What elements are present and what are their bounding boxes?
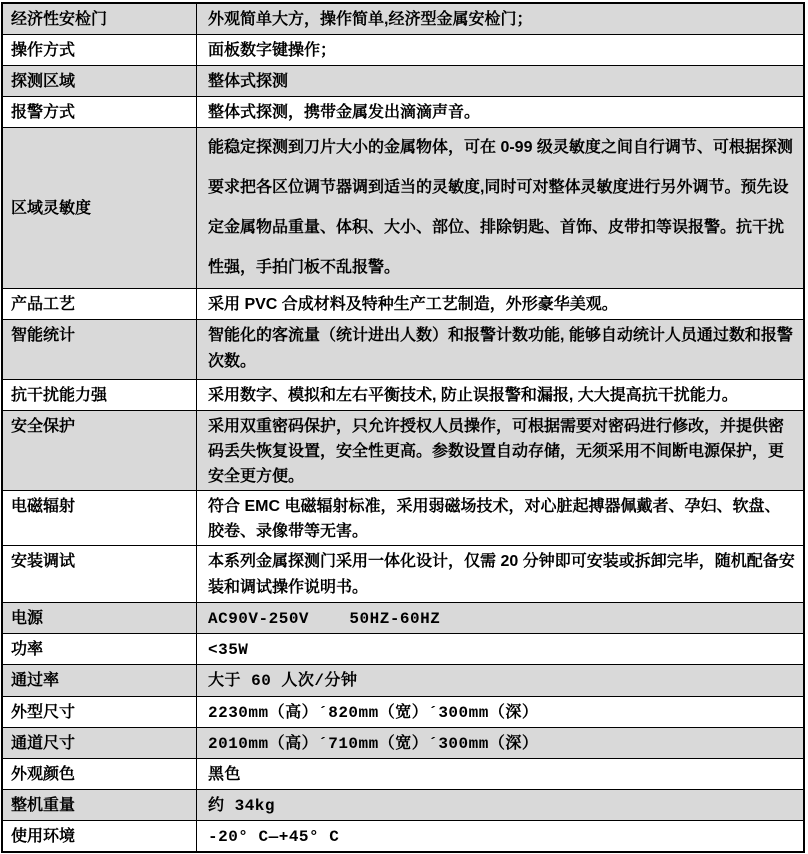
row-color xyxy=(2,759,804,790)
product-spec-table xyxy=(1,2,805,853)
row-smart-counting xyxy=(2,320,804,380)
spec-label: 功率 xyxy=(2,634,197,665)
spec-value: 采用 PVC 合成材料及特种生产工艺制造，外形豪华美观。 xyxy=(197,289,805,320)
row-external-dimensions xyxy=(2,697,804,728)
spec-label: 通道尺寸 xyxy=(2,728,197,759)
spec-value: 2010mm（高）´710mm（宽）´300mm（深） xyxy=(197,728,805,759)
row-product-craft xyxy=(2,289,804,320)
row-operation-mode xyxy=(2,35,804,66)
spec-value: 整体式探测 xyxy=(197,66,805,97)
row-pass-rate xyxy=(2,665,804,697)
spec-value: 符合 EMC 电磁辐射标准，采用弱磁场技术，对心脏起搏器佩戴者、孕妇、软盘、胶卷、录像带等无害。 xyxy=(197,491,805,546)
spec-label: 产品工艺 xyxy=(2,289,197,320)
spec-value: 能稳定探测到刀片大小的金属物体，可在 0-99 级灵敏度之间自行调节、可根据探测要求把各区位调节器调到适当的灵敏度,同时可对整体灵敏度进行另外调节。预先设定金属物品重量、体积、大小、部位、排除钥匙、首饰、皮带扣等误报警。抗干扰性强，手拍门板不乱报警。 xyxy=(197,128,805,289)
spec-value: <35W xyxy=(197,634,805,665)
spec-label: 使用环境 xyxy=(2,821,197,853)
spec-value: -20° C—+45° C xyxy=(197,821,805,853)
spec-value: 2230mm（高）´820mm（宽）´300mm（深） xyxy=(197,697,805,728)
row-product-type xyxy=(2,3,804,35)
spec-label: 操作方式 xyxy=(2,35,197,66)
row-installation xyxy=(2,546,804,603)
spec-value: 黑色 xyxy=(197,759,805,790)
spec-label: 安全保护 xyxy=(2,411,197,491)
spec-value: 外观简单大方，操作简单,经济型金属安检门； xyxy=(197,3,805,35)
spec-label: 智能统计 xyxy=(2,320,197,380)
spec-label: 区域灵敏度 xyxy=(2,128,197,289)
spec-value: 大于 60 人次/分钟 xyxy=(197,665,805,697)
spec-label: 电源 xyxy=(2,603,197,634)
spec-table-body xyxy=(2,3,804,852)
row-weight xyxy=(2,790,804,821)
spec-label: 外型尺寸 xyxy=(2,697,197,728)
spec-label: 探测区域 xyxy=(2,66,197,97)
spec-label: 通过率 xyxy=(2,665,197,697)
spec-value: 整体式探测，携带金属发出滴滴声音。 xyxy=(197,97,805,128)
spec-label: 安装调试 xyxy=(2,546,197,603)
row-power-consumption xyxy=(2,634,804,665)
row-security-protection xyxy=(2,411,804,491)
spec-value: 采用数字、模拟和左右平衡技术, 防止误报警和漏报, 大大提高抗干扰能力。 xyxy=(197,380,805,411)
spec-value: 面板数字键操作； xyxy=(197,35,805,66)
spec-label: 抗干扰能力强 xyxy=(2,380,197,411)
spec-label: 经济性安检门 xyxy=(2,3,197,35)
spec-label: 电磁辐射 xyxy=(2,491,197,546)
row-power-supply xyxy=(2,603,804,634)
row-detection-area xyxy=(2,66,804,97)
spec-value: AC90V-250V 50HZ-60HZ xyxy=(197,603,805,634)
spec-label: 外观颜色 xyxy=(2,759,197,790)
spec-label: 报警方式 xyxy=(2,97,197,128)
row-zone-sensitivity xyxy=(2,128,804,289)
row-operating-environment xyxy=(2,821,804,853)
row-alarm-mode xyxy=(2,97,804,128)
spec-value: 智能化的客流量（统计进出人数）和报警计数功能, 能够自动统计人员通过数和报警次数。 xyxy=(197,320,805,380)
row-channel-dimensions xyxy=(2,728,804,759)
spec-label: 整机重量 xyxy=(2,790,197,821)
spec-value: 采用双重密码保护，只允许授权人员操作，可根据需要对密码进行修改，并提供密码丢失恢复设置，安全性更高。参数设置自动存储，无须采用不间断电源保护，更安全更方便。 xyxy=(197,411,805,491)
row-anti-interference xyxy=(2,380,804,411)
spec-value: 约 34kg xyxy=(197,790,805,821)
spec-value: 本系列金属探测门采用一体化设计，仅需 20 分钟即可安装或拆卸完毕，随机配备安装和调试操作说明书。 xyxy=(197,546,805,603)
row-electromagnetic-radiation xyxy=(2,491,804,546)
